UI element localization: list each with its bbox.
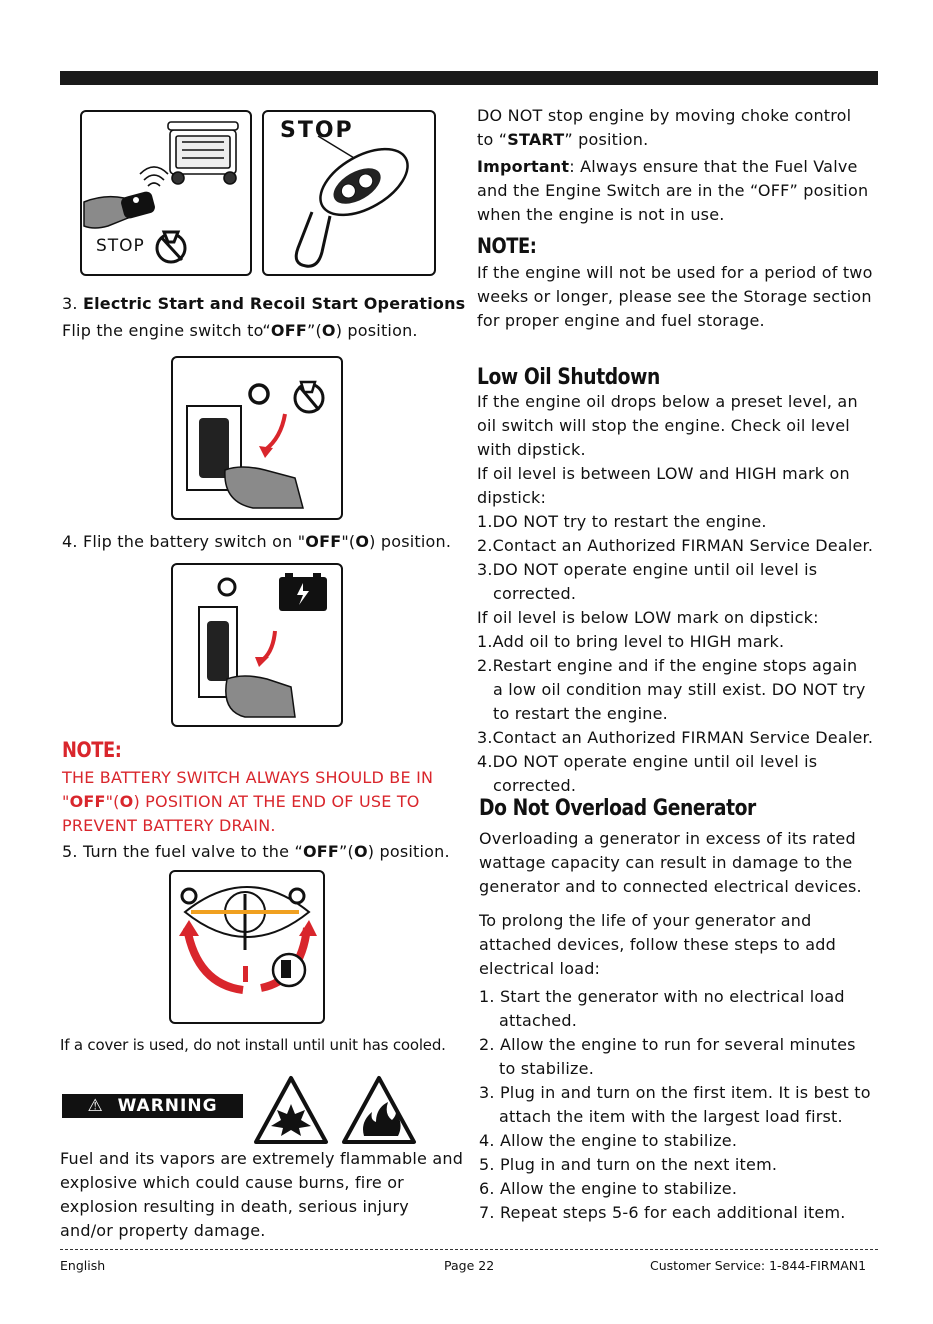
- important-line3: when the engine is not in use.: [477, 205, 725, 224]
- o-symbol: O: [119, 792, 134, 811]
- load-step: attached.: [499, 1011, 577, 1030]
- step4-text-a: 4. Flip the battery switch on ": [62, 532, 306, 551]
- choke-b: ” position.: [564, 130, 649, 149]
- important-line1: [477, 155, 868, 179]
- low-oil-line: with dipstick.: [477, 440, 586, 459]
- warning-text: [60, 1147, 475, 1243]
- header-bar: [60, 71, 878, 85]
- load-step: 2. Allow the engine to run for several minutes: [479, 1035, 856, 1054]
- battery-note: [62, 766, 454, 838]
- off-word: OFF: [305, 532, 342, 551]
- figure-remote-key: [262, 110, 436, 276]
- low-oil-line: 1.DO NOT try to restart the engine.: [477, 512, 767, 531]
- quote: ": [62, 792, 70, 811]
- o-symbol: O: [321, 321, 336, 340]
- off-word: OFF: [270, 321, 307, 340]
- stop-label-left: STOP: [96, 236, 145, 256]
- important-note: [477, 155, 868, 227]
- load-step: 7. Repeat steps 5-6 for each additional item.: [479, 1203, 846, 1222]
- choke-line1: DO NOT stop engine by moving choke control: [477, 106, 852, 125]
- step4-text-c: ) position.: [369, 532, 452, 551]
- low-oil-line: a low oil condition may still exist. DO NOT try: [493, 680, 866, 699]
- engine-switch-illustration: [173, 358, 341, 518]
- warning-label: [62, 1094, 243, 1118]
- storage-line: weeks or longer, please see the Storage section: [477, 287, 872, 306]
- step5-text-a: 5. Turn the fuel valve to the “: [62, 842, 303, 861]
- warning-line: and/or property damage.: [60, 1221, 266, 1240]
- low-oil-line: 4.DO NOT operate engine until oil level is: [477, 752, 818, 771]
- note-text: ) POSITION AT THE END OF USE TO: [133, 792, 420, 811]
- step3-text: [62, 319, 418, 343]
- o-symbol: O: [353, 842, 368, 861]
- low-oil-line: 3.DO NOT operate engine until oil level is: [477, 560, 818, 579]
- o-symbol: O: [355, 532, 370, 551]
- low-oil-line: dipstick:: [477, 488, 547, 507]
- load-step: 5. Plug in and turn on the next item.: [479, 1155, 778, 1174]
- footer-divider: [60, 1249, 878, 1250]
- step3-number: 3.: [62, 294, 78, 313]
- storage-line: for proper engine and fuel storage.: [477, 311, 765, 330]
- prolong-line: attached devices, follow these steps to add: [479, 935, 836, 954]
- warning-triangle-icon: ⚠: [87, 1096, 104, 1116]
- choke-a: to “: [477, 130, 508, 149]
- overload-line: generator and to connected electrical devices.: [479, 877, 862, 896]
- load-step: 6. Allow the engine to stabilize.: [479, 1179, 738, 1198]
- overload-line: Overloading a generator in excess of its rated: [479, 829, 856, 848]
- flammable-hazard-icon: [340, 1074, 418, 1146]
- low-oil-line: 1.Add oil to bring level to HIGH mark.: [477, 632, 785, 651]
- start-word: START: [507, 130, 565, 149]
- battery-switch-illustration: [173, 565, 341, 725]
- load-step: 4. Allow the engine to stabilize.: [479, 1131, 738, 1150]
- load-step: to stabilize.: [499, 1059, 594, 1078]
- prolong-section: [479, 909, 836, 981]
- explosion-hazard-icon: [252, 1074, 330, 1146]
- important-line2: and the Engine Switch are in the “OFF” position: [477, 181, 869, 200]
- low-oil-line: corrected.: [493, 776, 577, 795]
- step3-text-a: Flip the engine switch to“: [62, 321, 271, 340]
- overload-line: wattage capacity can result in damage to the: [479, 853, 853, 872]
- battery-note-line1: THE BATTERY SWITCH ALWAYS SHOULD BE IN: [62, 768, 434, 787]
- low-oil-line: If oil level is between LOW and HIGH mark on: [477, 464, 850, 483]
- low-oil-line: If the engine oil drops below a preset level, an: [477, 392, 858, 411]
- low-oil-line: If oil level is below LOW mark on dipstick:: [477, 608, 819, 627]
- note-heading-left: NOTE:: [62, 738, 122, 762]
- step3-text-b: ”(: [306, 321, 322, 340]
- important-rest: : Always ensure that the Fuel Valve: [569, 157, 858, 176]
- load-step: 3. Plug in and turn on the first item. It is best to: [479, 1083, 871, 1102]
- low-oil-line: 2.Restart engine and if the engine stops again: [477, 656, 858, 675]
- warning-line: Fuel and its vapors are extremely flammable and: [60, 1149, 464, 1168]
- load-step: attach the item with the largest load first.: [499, 1107, 843, 1126]
- important-label: Important: [477, 157, 570, 176]
- footer-customer-service: Customer Service: 1-844-FIRMAN1: [650, 1258, 867, 1273]
- fuel-valve-illustration: [171, 872, 323, 1022]
- warning-line: explosion resulting in death, serious injury: [60, 1197, 409, 1216]
- low-oil-line: 3.Contact an Authorized FIRMAN Service Dealer.: [477, 728, 874, 747]
- step5-text-b: ”(: [339, 842, 354, 861]
- prolong-line: electrical load:: [479, 959, 601, 978]
- engine-stop-icon: [154, 228, 188, 266]
- overload-heading: Do Not Overload Generator: [479, 796, 756, 821]
- step5-text: [62, 840, 450, 864]
- off-word: OFF: [302, 842, 340, 861]
- cover-note: If a cover is used, do not install until unit has cooled.: [60, 1036, 446, 1054]
- low-oil-line: corrected.: [493, 584, 577, 603]
- off-word: OFF: [69, 792, 106, 811]
- step3-title: Electric Start and Recoil Start Operations: [82, 294, 466, 313]
- battery-note-line2: [62, 790, 454, 814]
- prolong-line: To prolong the life of your generator and: [479, 911, 812, 930]
- storage-note: [477, 261, 873, 333]
- load-step: 1. Start the generator with no electrical load: [479, 987, 845, 1006]
- low-oil-section: [477, 390, 907, 798]
- choke-line2: [477, 128, 851, 152]
- footer-page-number: Page 22: [444, 1258, 495, 1273]
- battery-note-line3: PREVENT BATTERY DRAIN.: [62, 816, 276, 835]
- figure-engine-switch: [171, 356, 343, 520]
- figure-generator-remote: [80, 110, 252, 276]
- overload-section: [479, 827, 862, 899]
- step4-text: [62, 530, 451, 554]
- storage-line: If the engine will not be used for a period of two: [477, 263, 873, 282]
- figure-battery-switch: [171, 563, 343, 727]
- step4-text-b: "(: [341, 532, 356, 551]
- low-oil-line: 2.Contact an Authorized FIRMAN Service Dealer.: [477, 536, 874, 555]
- stop-label-remote: STOP: [280, 118, 354, 143]
- warning-line: explosive which could cause burns, fire or: [60, 1173, 404, 1192]
- low-oil-line: to restart the engine.: [493, 704, 668, 723]
- load-steps: [479, 985, 899, 1225]
- figure-fuel-valve: [169, 870, 325, 1024]
- paren: "(: [105, 792, 120, 811]
- step3-heading: [62, 292, 465, 316]
- low-oil-line: oil switch will stop the engine. Check oil level: [477, 416, 850, 435]
- step3-text-c: ) position.: [335, 321, 418, 340]
- step5-text-c: ) position.: [367, 842, 450, 861]
- choke-warning: [477, 104, 851, 152]
- note-heading-right: NOTE:: [477, 234, 537, 258]
- low-oil-heading: Low Oil Shutdown: [477, 365, 660, 390]
- footer-language: English: [60, 1258, 106, 1273]
- warning-text-label: WARNING: [117, 1096, 218, 1116]
